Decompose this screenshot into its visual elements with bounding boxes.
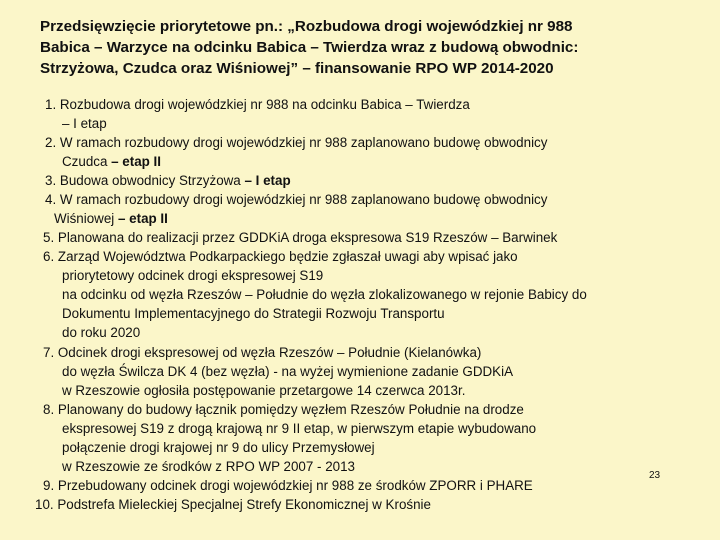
list-item-2-place: Czudca — [62, 154, 108, 169]
list-item-7-line-1: 7. Odcinek drogi ekspresowej od węzła Rzeszów – Południe (Kielanówka) — [43, 345, 482, 360]
slide-title — [40, 16, 700, 79]
list-item-8-line-3: połączenie drogi krajowej nr 9 do ulicy Przemysłowej — [62, 440, 375, 455]
list-item-2-line-2 — [62, 152, 161, 171]
list-item-6-line-1: 6. Zarząd Województwa Podkarpackiego będzie zgłaszał uwagi aby wpisać jako — [43, 249, 518, 264]
list-item-3-text: 3. Budowa obwodnicy Strzyżowa — [45, 173, 241, 188]
list-item-10-line-1: 10. Podstrefa Mieleckiej Specjalnej Strefy Ekonomicznej w Krośnie — [35, 497, 431, 512]
list-item-6-line-3: na odcinku od węzła Rzeszów – Południe do węzła zlokalizowanego w rejonie Babicy do — [62, 287, 587, 302]
list-item-3-stage: – I etap — [244, 173, 291, 188]
title-line-1: Przedsięwzięcie priorytetowe pn.: „Rozbudowa drogi wojewódzkiej nr 988 — [40, 18, 573, 35]
list-item-4-stage: – etap II — [118, 211, 168, 226]
list-item-2-line-1: 2. W ramach rozbudowy drogi wojewódzkiej nr 988 zaplanowano budowę obwodnicy — [45, 135, 548, 150]
list-item-6-line-5: do roku 2020 — [62, 325, 141, 340]
list-item-4-line-2 — [54, 209, 168, 228]
list-item-6-line-2: priorytetowy odcinek drogi ekspresowej S19 — [62, 268, 324, 283]
list-item-2-stage: – etap II — [111, 154, 162, 169]
slide-number: 23 — [649, 470, 661, 481]
list-item-8-line-1: 8. Planowany do budowy łącznik pomiędzy węzłem Rzeszów Południe na drodze — [43, 402, 524, 417]
list-item-7-line-3: w Rzeszowie ogłosiła postępowanie przetargowe 14 czerwca 2013r. — [62, 383, 466, 398]
list-item-8-line-4: w Rzeszowie ze środków z RPO WP 2007 - 2013 — [62, 459, 355, 474]
list-item-1-line-1: 1. Rozbudowa drogi wojewódzkiej nr 988 na odcinku Babica – Twierdza — [45, 97, 470, 112]
list-item-4-place: Wiśniowej — [54, 211, 115, 226]
list-item-8-line-2: ekspresowej S19 z drogą krajową nr 9 II etap, w pierwszym etapie wybudowano — [62, 421, 537, 436]
list-item-9-line-1: 9. Przebudowany odcinek drogi wojewódzkiej nr 988 ze środków ZPORR i PHARE — [43, 478, 533, 493]
list-item-4-line-1: 4. W ramach rozbudowy drogi wojewódzkiej nr 988 zaplanowano budowę obwodnicy — [45, 192, 548, 207]
list-item-3-line-1 — [45, 171, 291, 190]
list-item-7-line-2: do węzła Świlcza DK 4 (bez węzła) - na wyżej wymienione zadanie GDDKiA — [62, 364, 513, 379]
list-item-5-line-1: 5. Planowana do realizacji przez GDDKiA droga ekspresowa S19 Rzeszów – Barwinek — [43, 230, 558, 245]
title-line-2: Babica – Warzyce na odcinku Babica – Twierdza wraz z budową obwodnic: — [40, 39, 579, 56]
title-line-3: Strzyżowa, Czudca oraz Wiśniowej” – finansowanie RPO WP 2014-2020 — [40, 60, 554, 77]
list-item-1-line-2: – I etap — [62, 116, 107, 131]
list-item-6-line-4: Dokumentu Implementacyjnego do Strategii Rozwoju Transportu — [62, 306, 445, 321]
